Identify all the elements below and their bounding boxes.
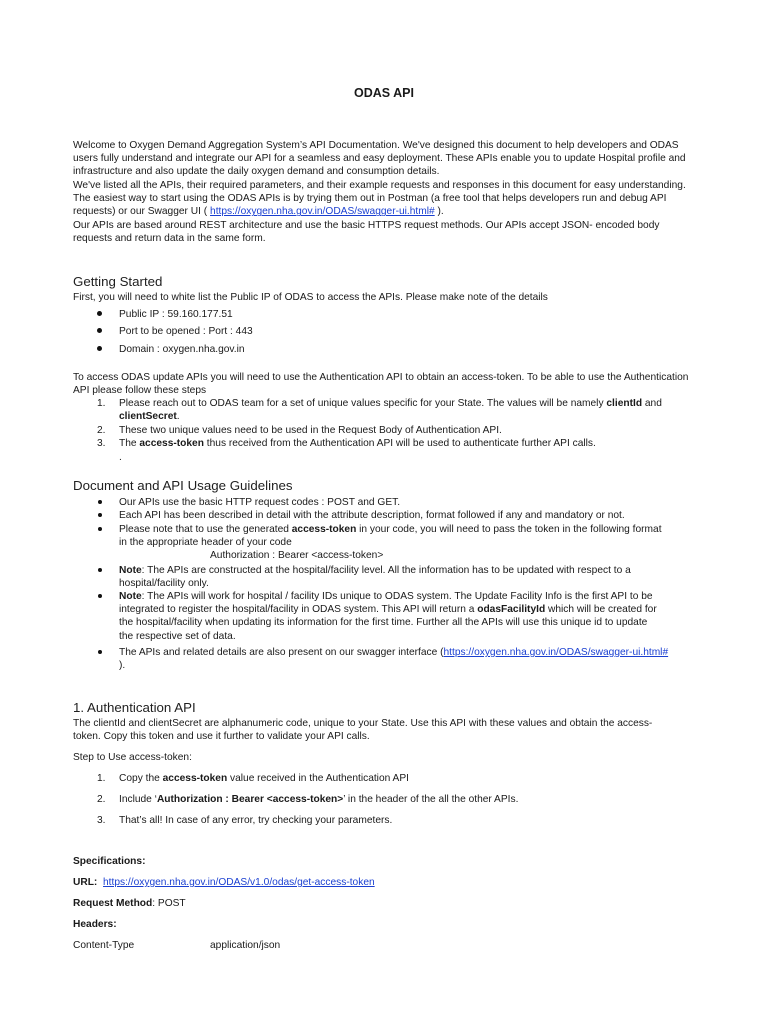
access-token-url-link[interactable]: https://oxygen.nha.gov.in/ODAS/v1.0/odas/get-access-token <box>103 877 375 888</box>
step-number: 2. <box>97 794 106 805</box>
bullet-icon <box>98 594 102 598</box>
url-label: URL: <box>73 877 98 888</box>
guideline-text: Please note that to use the generated <box>119 524 292 535</box>
access-token-term: access-token <box>291 524 357 535</box>
guideline-text: hospital/facility only. <box>119 578 209 590</box>
list-item: Each API has been described in detail with the attribute description, format followed if any and mandatory or not. <box>119 510 625 521</box>
page-title: ODAS API <box>354 86 414 100</box>
intro-paragraph-3: Our APIs are based around REST architecture and use the basic HTTPS request methods. Our APIs accept JSON- encoded body requests and return data in the same form. <box>73 220 660 245</box>
bullet-icon <box>97 311 102 316</box>
intro-text-end: ). <box>437 206 444 218</box>
step-number: 1. <box>97 773 106 784</box>
intro-paragraph-1: Welcome to Oxygen Demand Aggregation System’s API Documentation. We've designed this document to help developers and ODAS users fully understand and integrate our API for a seamless and easy deployment. These APIs enable you to update Hospital profile and infrastructure and also update the daily oxygen demand and consumption details. <box>73 140 686 178</box>
list-item <box>119 793 518 806</box>
step-number: 1. <box>97 398 106 409</box>
specifications-label <box>73 855 145 868</box>
method-row <box>73 897 186 910</box>
description-text: token. Copy this token and use it further to validate your API calls. <box>73 731 370 743</box>
step-number: 2. <box>97 425 106 436</box>
guideline-text: integrated to register the hospital/facility in ODAS system. This API will return a <box>119 604 478 616</box>
intro-text: We've listed all the APIs, their required parameters, and their example requests and responses in this document for easy understanding. The easiest way to start using the ODAS APIs is by trying them out in Postman (a free tool that helps developers run and debug API requests) or our Swagger UI ( <box>73 180 686 218</box>
step-text: ’ in the header of the all the other APIs. <box>343 794 519 805</box>
guideline-line: in the appropriate header of your code <box>119 537 292 548</box>
bullet-icon <box>98 650 102 654</box>
note-label: Note <box>119 565 142 576</box>
list-item: These two unique values need to be used in the Request Body of Authentication API. <box>119 425 502 436</box>
guideline-text: the respective set of data. <box>119 630 236 642</box>
list-item: Our APIs use the basic HTTP request codes : POST and GET. <box>119 497 401 508</box>
step-number: 3. <box>97 438 106 449</box>
intro-paragraph-2 <box>73 179 698 219</box>
headers-label <box>73 918 117 931</box>
list-item <box>119 397 689 423</box>
getting-started-lead: First, you will need to white list the Public IP of ODAS to access the APIs. Please make note of the details <box>73 292 548 303</box>
list-item <box>119 590 657 643</box>
spec-label-text: Specifications: <box>73 856 146 867</box>
list-item: Domain : oxygen.nha.gov.in <box>119 344 245 355</box>
guideline-text: the hospital/facility when updating its information for the first time. Further all the APIs will use this unique id to update <box>119 617 648 629</box>
guideline-text: : The APIs are constructed at the hospital/facility level. All the information has to be updated with respect to a <box>141 565 631 576</box>
list-item <box>119 523 662 536</box>
guideline-text: The APIs and related details are also present on our swagger interface ( <box>119 647 444 658</box>
url-row <box>73 876 375 889</box>
auth-api-description <box>73 717 652 743</box>
access-token-term: access-token <box>139 438 204 449</box>
access-token-term: access-token <box>162 773 228 784</box>
getting-started-heading: Getting Started <box>73 274 163 289</box>
step-text: value received in the Authentication API <box>227 773 409 784</box>
list-item: Port to be opened : Port : 443 <box>119 326 253 337</box>
swagger-link[interactable]: https://oxygen.nha.gov.in/ODAS/swagger-ui.html# <box>443 647 669 658</box>
step-text: and <box>642 398 662 409</box>
step-text: Please reach out to ODAS team for a set of unique values specific for your State. The values will be namely <box>119 398 607 409</box>
swagger-link[interactable]: https://oxygen.nha.gov.in/ODAS/swagger-ui.html# <box>210 206 435 218</box>
note-label: Note <box>119 591 142 602</box>
headers-label-text: Headers: <box>73 919 117 930</box>
method-label: Request Method <box>73 898 153 909</box>
client-id-term: clientId <box>606 398 643 409</box>
step-text: thus received from the Authentication API will be used to authenticate further API calls. <box>203 438 596 449</box>
step-text: Copy the <box>119 773 163 784</box>
guideline-text: : The APIs will work for hospital / facility IDs unique to ODAS system. The Update Facility Info is the first API to be <box>141 591 653 602</box>
bullet-icon <box>98 527 102 531</box>
auth-lead: To access ODAS update APIs you will need to use the Authentication API to obtain an access-token. To be able to use the Authentication API please follow these steps <box>73 372 689 397</box>
list-item <box>119 564 631 590</box>
step-text: Include ‘ <box>119 794 157 805</box>
step-text: The <box>119 438 140 449</box>
guidelines-heading: Document and API Usage Guidelines <box>73 478 293 493</box>
step-number: 3. <box>97 815 106 826</box>
bullet-icon <box>97 346 102 351</box>
description-text: The clientId and clientSecret are alphanumeric code, unique to your State. Use this API with these values and obtain the access- <box>73 718 653 729</box>
stray-dot: . <box>119 452 122 463</box>
method-value: : POST <box>152 898 186 909</box>
header-key: Content-Type <box>73 940 135 951</box>
step-text: . <box>176 411 180 423</box>
list-item: Public IP : 59.160.177.51 <box>119 309 233 320</box>
list-item <box>119 437 596 450</box>
guideline-text: which will be created for <box>545 604 657 616</box>
bullet-icon <box>98 568 102 572</box>
facility-id-term: odasFacilityId <box>477 604 546 616</box>
list-item <box>119 646 694 672</box>
guideline-text: ). <box>119 660 126 672</box>
auth-api-heading: 1. Authentication API <box>73 700 196 715</box>
bullet-icon <box>97 328 102 333</box>
guideline-text: in your code, you will need to pass the token in the following format <box>356 524 662 535</box>
header-value: application/json <box>210 940 281 951</box>
bullet-icon <box>98 513 102 517</box>
step-lead: Step to Use access-token: <box>73 752 192 763</box>
auth-header-format: Authorization : Bearer <access-token> <box>210 550 384 561</box>
bullet-icon <box>98 500 102 504</box>
auth-header-term: Authorization : Bearer <access-token> <box>156 794 344 805</box>
client-secret-term: clientSecret <box>119 411 177 423</box>
list-item: That’s all! In case of any error, try checking your parameters. <box>119 815 393 826</box>
list-item <box>119 772 409 785</box>
